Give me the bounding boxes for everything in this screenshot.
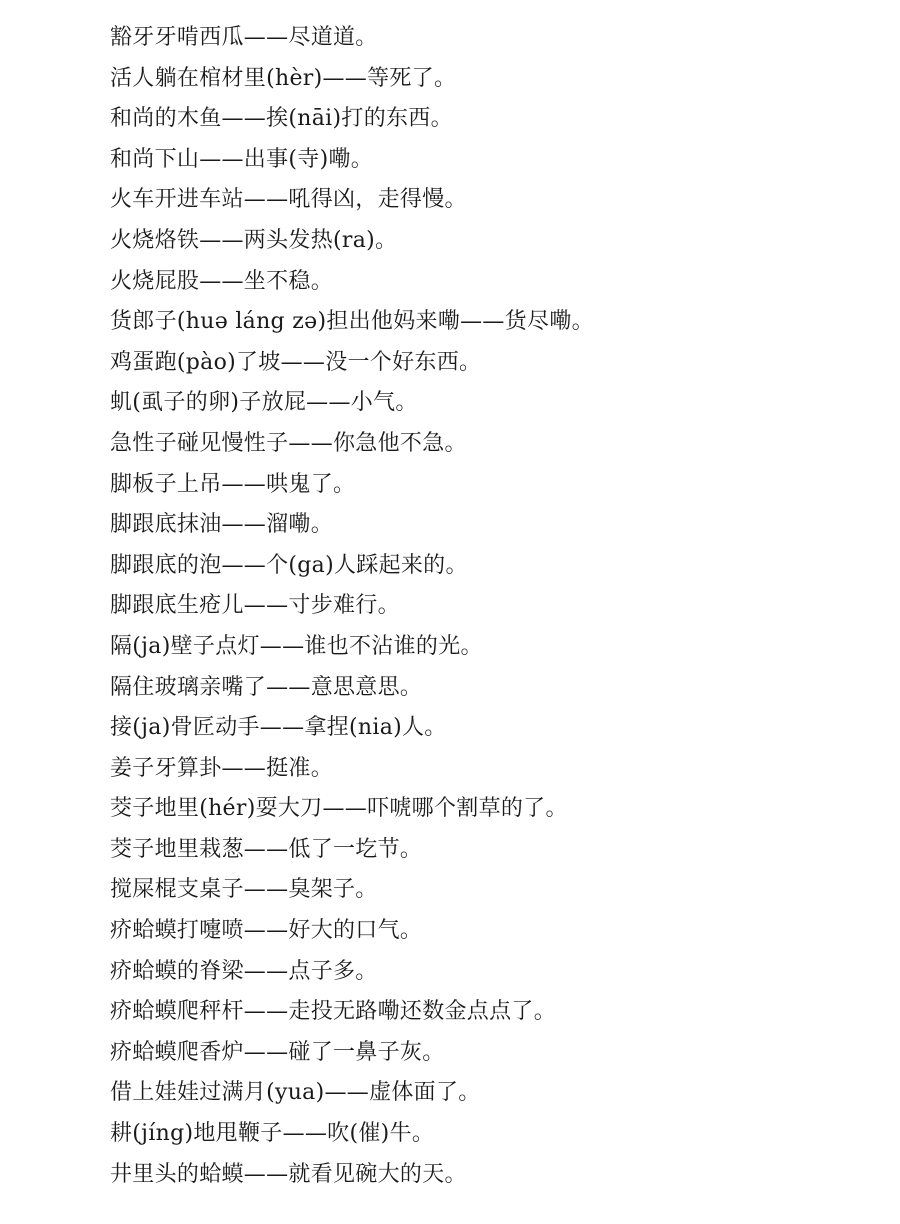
list-item: 疥蛤蟆的脊梁——点子多。 [110,958,378,984]
list-item: 耕(jíng)地甩鞭子——吹(催)牛。 [110,1121,435,1147]
list-item: 急性子碰见慢性子——你急他不急。 [110,430,467,456]
list-item: 脚跟底抹油——溜嘞。 [110,512,334,538]
list-item: 脚跟底生疮儿——寸步难行。 [110,593,400,619]
list-item: 活人躺在棺材里(hèr)——等死了。 [110,65,457,91]
list-item: 火烧屁股——坐不稳。 [110,268,334,294]
list-item: 茭子地里栽葱——低了一圪节。 [110,836,423,862]
list-item: 隔(ja)壁子点灯——谁也不沾谁的光。 [110,633,483,659]
list-item: 疥蛤蟆爬香炉——碰了一鼻子灰。 [110,1039,445,1065]
xiehouyu-list [110,18,870,1195]
list-item: 鸡蛋跑(pào)了坡——没一个好东西。 [110,349,482,375]
list-item: 脚跟底的泡——个(ga)人踩起来的。 [110,552,468,578]
list-item: 茭子地里(hér)耍大刀——吓唬哪个割草的了。 [110,796,568,822]
list-item: 和尚的木鱼——挨(nāi)打的东西。 [110,106,453,132]
list-item: 虮(虱子的卵)子放屁——小气。 [110,390,418,416]
list-item: 火烧烙铁——两头发热(ra)。 [110,227,398,253]
list-item: 火车开进车站——吼得凶，走得慢。 [110,187,467,213]
list-item: 豁牙牙啃西瓜——尽道道。 [110,25,378,50]
list-item: 隔住玻璃亲嘴了——意思意思。 [110,674,423,700]
list-item: 姜子牙算卦——挺准。 [110,755,334,781]
list-item: 疥蛤蟆打嚏喷——好大的口气。 [110,918,423,944]
list-item: 井里头的蛤蟆——就看见碗大的天。 [110,1161,467,1187]
list-item: 接(ja)骨匠动手——拿捏(nia)人。 [110,715,447,741]
list-item: 货郎子(huə láng zə)担出他妈来嘞——货尽嘞。 [110,309,594,335]
list-item: 借上娃娃过满月(yua)——虚体面了。 [110,1080,481,1106]
list-item: 脚板子上吊——哄鬼了。 [110,471,356,497]
list-item: 搅屎棍支桌子——臭架子。 [110,877,378,903]
list-item: 疥蛤蟆爬秤杆——走投无路嘞还数金点点了。 [110,999,557,1025]
list-item: 和尚下山——出事(寺)嘞。 [110,146,374,172]
